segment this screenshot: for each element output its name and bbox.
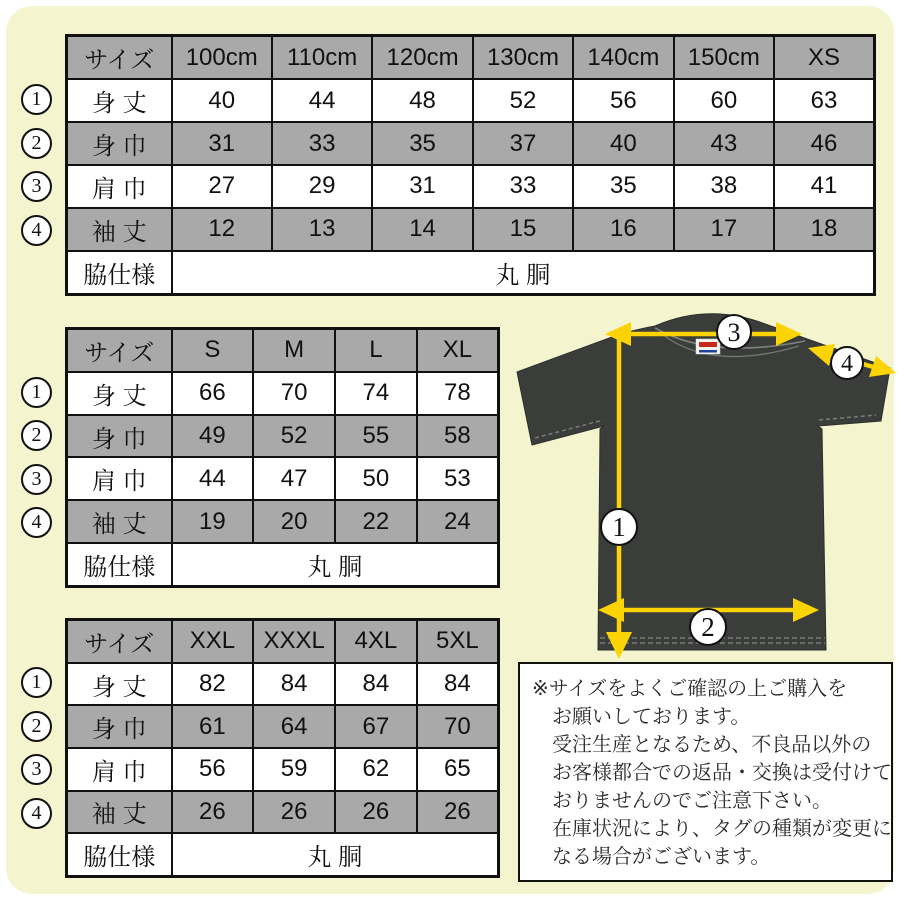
- size-column-header: 100cm: [172, 36, 272, 80]
- measure-value: 26: [172, 791, 254, 834]
- measure-label: 袖 丈: [67, 208, 172, 251]
- footer-row: [67, 833, 499, 876]
- measure-value: 60: [674, 79, 774, 122]
- measure-label: 身 巾: [67, 122, 172, 165]
- note-line: 受注生産となるため、不良品以外の: [552, 734, 872, 756]
- measure-value: 17: [674, 208, 774, 251]
- measure-value: 46: [774, 122, 874, 165]
- measure-value: 26: [417, 791, 499, 834]
- measure-value: 22: [335, 500, 417, 543]
- size-header-label: サイズ: [67, 36, 172, 80]
- measure-value: 40: [573, 122, 673, 165]
- measure-value: 35: [573, 165, 673, 208]
- size-table-plus: [65, 618, 500, 878]
- note-line: おりませんのでご注意下さい。: [552, 790, 832, 812]
- purchase-note: [518, 662, 893, 882]
- measure-label: 肩 巾: [67, 165, 172, 208]
- measure-value: 52: [253, 415, 335, 458]
- side-spec-label: 脇仕様: [67, 543, 172, 586]
- row-marker-4: 4: [21, 507, 52, 538]
- size-column-header: 150cm: [674, 36, 774, 80]
- table-row: [67, 415, 499, 458]
- measure-value: 44: [272, 79, 372, 122]
- measure-value: 35: [372, 122, 472, 165]
- measure-label: 身 丈: [67, 663, 172, 706]
- side-spec-label: 脇仕様: [67, 833, 172, 876]
- row-marker-4: 4: [21, 798, 52, 829]
- note-line: お客様都合での返品・交換は受付けて: [552, 762, 892, 784]
- size-column-header: 140cm: [573, 36, 673, 80]
- measure-value: 55: [335, 415, 417, 458]
- table-row: [67, 705, 499, 748]
- measure-value: 59: [253, 748, 335, 791]
- measure-value: 31: [372, 165, 472, 208]
- measure-value: 12: [172, 208, 272, 251]
- side-spec-value: 丸 胴: [172, 251, 875, 295]
- measure-value: 74: [335, 372, 417, 415]
- size-column-header: XXL: [172, 620, 254, 663]
- size-table-adult: [65, 327, 500, 588]
- measure-value: 66: [172, 372, 254, 415]
- measure-value: 70: [253, 372, 335, 415]
- measure-label: 身 丈: [67, 372, 172, 415]
- diagram-marker-1: 1: [612, 512, 626, 542]
- measure-value: 84: [253, 663, 335, 706]
- measure-value: 18: [774, 208, 874, 251]
- measure-value: 14: [372, 208, 472, 251]
- measure-value: 19: [172, 500, 254, 543]
- measure-value: 84: [417, 663, 499, 706]
- diagram-marker-4: 4: [841, 351, 853, 377]
- measure-value: 61: [172, 705, 254, 748]
- size-column-header: 110cm: [272, 36, 372, 80]
- size-column-header: M: [253, 329, 335, 372]
- neck-label-icon: [696, 339, 720, 354]
- size-table-kids: [65, 34, 876, 296]
- size-header-label: サイズ: [67, 620, 172, 663]
- measure-value: 50: [335, 457, 417, 500]
- row-marker-1: 1: [21, 84, 52, 115]
- size-column-header: 5XL: [417, 620, 499, 663]
- footer-row: [67, 251, 875, 295]
- tshirt-graphic: [505, 310, 900, 662]
- measure-value: 13: [272, 208, 372, 251]
- measure-value: 29: [272, 165, 372, 208]
- measure-value: 37: [473, 122, 573, 165]
- row-marker-2: 2: [21, 711, 52, 742]
- measure-label: 袖 丈: [67, 791, 172, 834]
- table-row: [67, 748, 499, 791]
- side-spec-label: 脇仕様: [67, 251, 172, 295]
- note-line: なる場合がございます。: [552, 846, 771, 868]
- header-row: [67, 620, 499, 663]
- measure-value: 33: [272, 122, 372, 165]
- table-row: [67, 500, 499, 543]
- size-column-header: XS: [774, 36, 874, 80]
- measure-value: 20: [253, 500, 335, 543]
- side-spec-value: 丸 胴: [172, 543, 499, 586]
- row-marker-2: 2: [21, 128, 52, 159]
- tshirt-diagram: [505, 310, 900, 662]
- row-marker-4: 4: [21, 215, 52, 246]
- measure-value: 44: [172, 457, 254, 500]
- size-column-header: 120cm: [372, 36, 472, 80]
- measure-value: 78: [417, 372, 499, 415]
- measure-label: 身 巾: [67, 705, 172, 748]
- measure-value: 26: [253, 791, 335, 834]
- measure-value: 27: [172, 165, 272, 208]
- measure-label: 肩 巾: [67, 457, 172, 500]
- measure-value: 63: [774, 79, 874, 122]
- note-line: お願いしております。: [552, 706, 751, 728]
- measure-label: 袖 丈: [67, 500, 172, 543]
- measure-value: 56: [573, 79, 673, 122]
- row-marker-3: 3: [21, 754, 52, 785]
- measure-value: 15: [473, 208, 573, 251]
- size-column-header: S: [172, 329, 254, 372]
- measure-value: 84: [335, 663, 417, 706]
- size-column-header: L: [335, 329, 417, 372]
- table-row: [67, 791, 499, 834]
- table-row: [67, 165, 875, 208]
- size-column-header: XL: [417, 329, 499, 372]
- measure-value: 53: [417, 457, 499, 500]
- row-marker-3: 3: [21, 171, 52, 202]
- measure-value: 64: [253, 705, 335, 748]
- size-column-header: 130cm: [473, 36, 573, 80]
- measure-value: 82: [172, 663, 254, 706]
- measure-value: 48: [372, 79, 472, 122]
- header-row: [67, 36, 875, 80]
- measure-value: 26: [335, 791, 417, 834]
- row-marker-2: 2: [21, 420, 52, 451]
- measure-label: 肩 巾: [67, 748, 172, 791]
- measure-value: 56: [172, 748, 254, 791]
- measure-value: 47: [253, 457, 335, 500]
- measure-value: 16: [573, 208, 673, 251]
- measure-label: 身 丈: [67, 79, 172, 122]
- measure-value: 49: [172, 415, 254, 458]
- measure-value: 38: [674, 165, 774, 208]
- footer-row: [67, 543, 499, 586]
- table-row: [67, 208, 875, 251]
- note-line: 在庫状況により、タグの種類が変更に: [552, 818, 892, 840]
- measure-value: 40: [172, 79, 272, 122]
- size-header-label: サイズ: [67, 329, 172, 372]
- row-marker-1: 1: [21, 667, 52, 698]
- table-row: [67, 372, 499, 415]
- measure-value: 67: [335, 705, 417, 748]
- measure-value: 33: [473, 165, 573, 208]
- measure-value: 65: [417, 748, 499, 791]
- table-row: [67, 122, 875, 165]
- header-row: [67, 329, 499, 372]
- measure-value: 43: [674, 122, 774, 165]
- diagram-marker-3: 3: [727, 318, 741, 347]
- measure-value: 62: [335, 748, 417, 791]
- side-spec-value: 丸 胴: [172, 833, 499, 876]
- measure-value: 52: [473, 79, 573, 122]
- table-row: [67, 663, 499, 706]
- table-row: [67, 79, 875, 122]
- table-row: [67, 457, 499, 500]
- measure-value: 41: [774, 165, 874, 208]
- measure-value: 31: [172, 122, 272, 165]
- measure-label: 身 巾: [67, 415, 172, 458]
- size-column-header: 4XL: [335, 620, 417, 663]
- measure-value: 70: [417, 705, 499, 748]
- diagram-marker-2: 2: [701, 612, 715, 642]
- row-marker-3: 3: [21, 464, 52, 495]
- measure-value: 58: [417, 415, 499, 458]
- note-line: ※サイズをよくご確認の上ご購入を: [532, 678, 848, 700]
- row-marker-1: 1: [21, 377, 52, 408]
- measure-value: 24: [417, 500, 499, 543]
- size-column-header: XXXL: [253, 620, 335, 663]
